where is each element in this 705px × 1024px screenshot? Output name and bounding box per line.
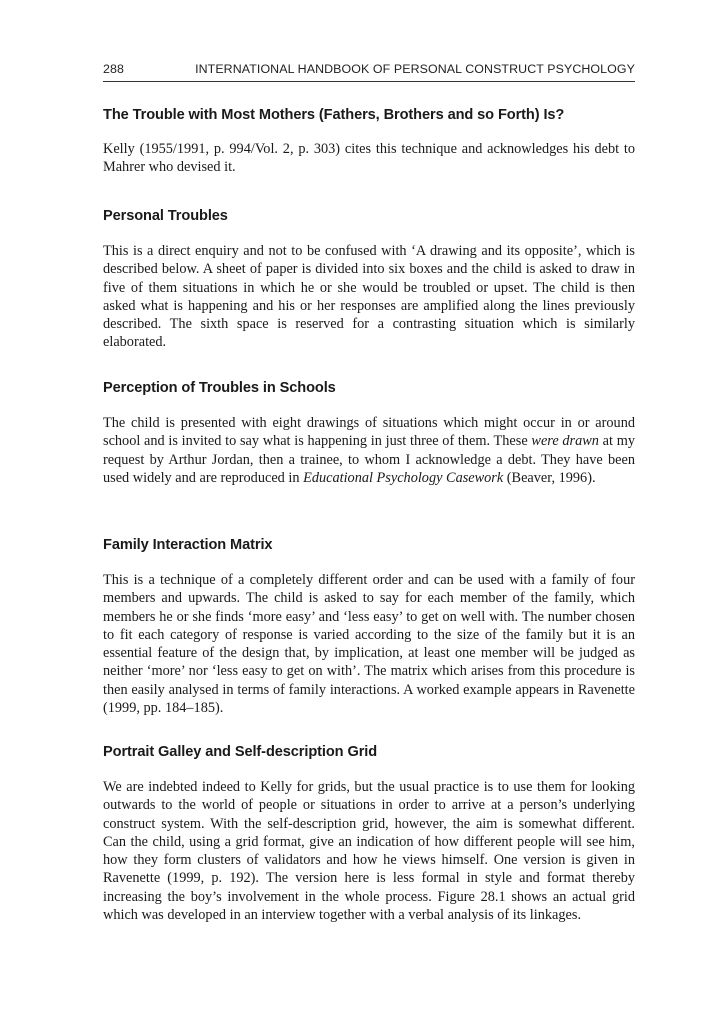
emphasis-text: were drawn [531, 433, 599, 450]
section-personal-troubles [103, 208, 635, 352]
section-paragraph: Kelly (1955/1991, p. 994/Vol. 2, p. 303) cites this technique and acknowledges his debt to Mahrer who devised it. [103, 141, 635, 176]
section-heading: The Trouble with Most Mothers (Fathers, Brothers and so Forth) Is? [103, 107, 565, 123]
section-paragraph: This is a direct enquiry and not to be confused with ‘A drawing and its opposite’, which is described below. A sheet of paper is divided into six boxes and the child is asked to draw in five of them situations in which he or she would be troubled or upset. The child is then asked what is happening and his or her responses are amplified along the lines previously described. The sixth space is reserved for a contrasting situation which is similarly elaborated. [103, 243, 635, 351]
page-number: 288 [103, 62, 124, 76]
section-paragraph: This is a technique of a completely different order and can be used with a family of four members and upwards. The child is asked to say for each member of the family, which members he or she finds ‘more easy’ and ‘less easy’ to get on well with. The number chosen to fit each category of response is varied according to the size of the family but it is an essential feature of the design that, by implication, at least one member will be judged as neither ‘more’ nor ‘less easy to get on with’. The matrix which arises from this procedure is then easily analysed in terms of family interactions. A worked example appears in Ravenette (1999, pp. 184–185). [103, 572, 635, 717]
section-heading: Perception of Troubles in Schools [103, 380, 336, 396]
section-heading: Portrait Galley and Self-description Grid [103, 744, 378, 760]
running-title: INTERNATIONAL HANDBOOK OF PERSONAL CONSTRUCT PSYCHOLOGY [195, 62, 635, 76]
book-title-citation: Educational Psychology Casework [303, 469, 504, 486]
book-page [103, 62, 635, 924]
section-trouble-with-mothers [103, 107, 635, 177]
running-header [103, 62, 635, 82]
section-heading: Family Interaction Matrix [103, 537, 273, 553]
section-paragraph: The child is presented with eight drawings of situations which might occur in or around school and is invited to say what is happening in just three of them. These were drawn at my request by Arthur Jordan, then a trainee, to whom I acknowledge a debt. They have been used widely and are reproduced in Educational Psychology Casework (Beaver, 1996). [103, 415, 635, 486]
section-portrait-galley [103, 744, 635, 924]
section-family-interaction-matrix [103, 537, 635, 717]
section-perception-of-troubles [103, 380, 635, 487]
section-heading: Personal Troubles [103, 208, 228, 224]
section-paragraph: We are indebted indeed to Kelly for grids, but the usual practice is to use them for looking outwards to the world of people or situations in order to arrive at a person’s underlying construct system. With the self-description grid, however, the aim is somewhat different. Can the child, using a grid format, give an indication of how different people will see him, how they form clusters of validators and how he views himself. One version is given in Ravenette (1999, p. 192). The version here is less formal in style and format thereby increasing the boy’s involvement in the whole process. Figure 28.1 shows an actual grid which was developed in an interview together with a verbal analysis of its linkages. [103, 779, 635, 924]
